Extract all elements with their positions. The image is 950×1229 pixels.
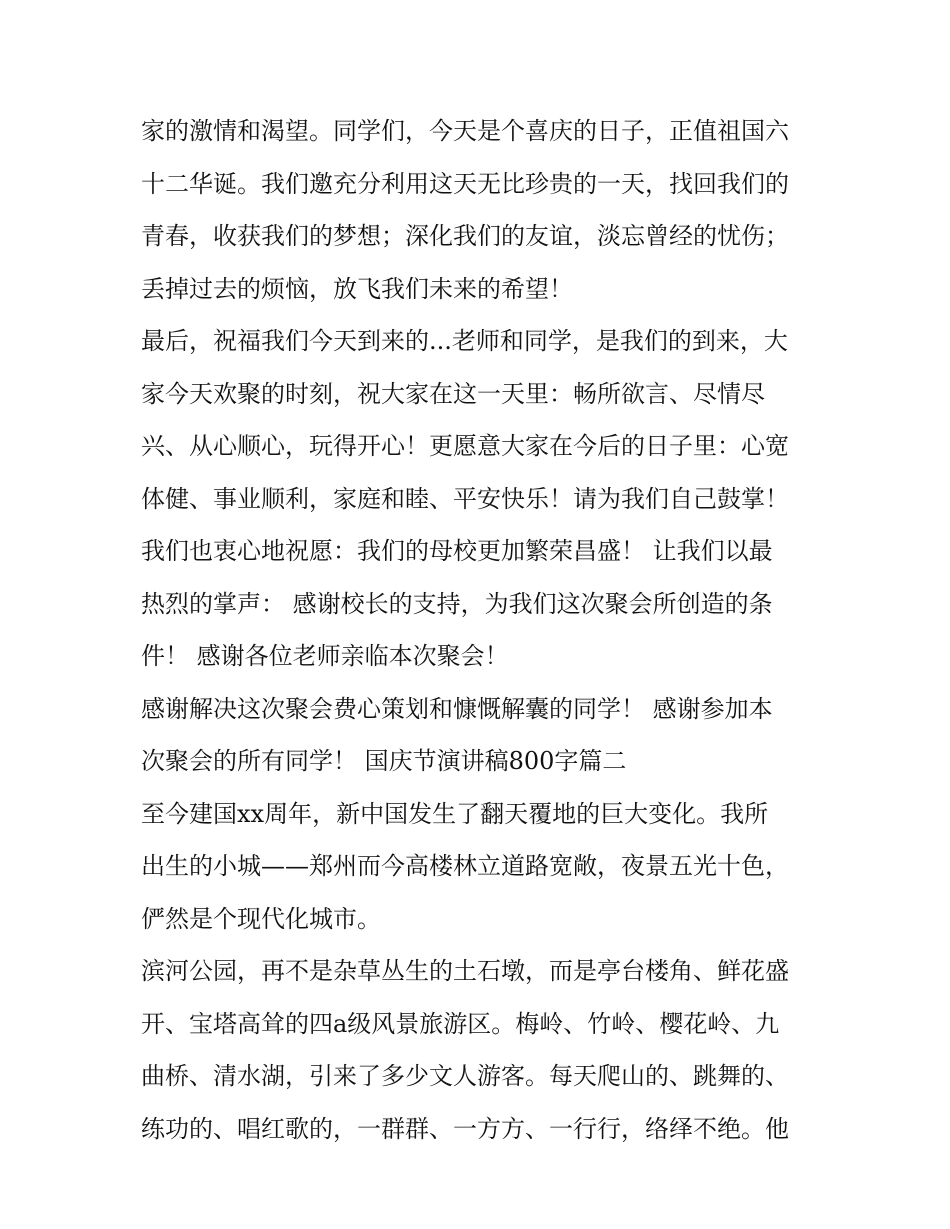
body-text	[141, 105, 831, 1155]
text-line: 家的激情和渴望。同学们，今天是个喜庆的日子，正值祖国六	[141, 117, 789, 145]
text-line: 青春，收获我们的梦想；深化我们的友谊，淡忘曾经的忧伤；	[141, 222, 789, 250]
text-line: 件！ 感谢各位老师亲临本次聚会！	[141, 642, 509, 670]
text-line: 感谢解决这次聚会费心策划和慷慨解囊的同学！ 感谢参加本	[141, 694, 773, 723]
text-line: 体健、事业顺利，家庭和睦、平安快乐！请为我们自己鼓掌！	[141, 484, 789, 513]
text-line: 家今天欢聚的时刻，祝大家在这一天里：畅所欲言、尽情尽	[141, 379, 765, 408]
text-line: 练功的、唱红歌的，一群群、一方方、一行行，络绎不绝。他	[141, 1114, 789, 1143]
text-line: 热烈的掌声： 感谢校长的支持，为我们这次聚会所创造的条	[141, 589, 773, 618]
text-line: 出生的小城——郑州而今高楼林立道路宽敞，夜景五光十色，	[141, 852, 789, 880]
text-line: 我们也衷心地祝愿：我们的母校更加繁荣昌盛！ 让我们以最	[141, 537, 773, 565]
text-line: 丢掉过去的烦恼，放飞我们未来的希望！	[141, 274, 573, 303]
text-line: 次聚会的所有同学！ 国庆节演讲稿800字篇二	[141, 747, 627, 775]
text-line: 至今建国xx周年，新中国发生了翻天覆地的巨大变化。我所	[141, 799, 769, 828]
text-line: 兴、从心顺心，玩得开心！更愿意大家在今后的日子里：心宽	[141, 432, 789, 460]
text-line: 最后，祝福我们今天到来的...老师和同学，是我们的到来，大	[141, 327, 788, 355]
text-line: 开、宝塔高耸的四a级风景旅游区。梅岭、竹岭、樱花岭、九	[141, 1009, 780, 1038]
text-line: 曲桥、清水湖，引来了多少文人游客。每天爬山的、跳舞的、	[141, 1062, 789, 1090]
text-line: 俨然是个现代化城市。	[141, 904, 381, 933]
text-line: 十二华诞。我们邀充分利用这天无比珍贵的一天，找回我们的	[141, 169, 789, 198]
text-line: 滨河公园，再不是杂草丛生的土石墩，而是亭台楼角、鲜花盛	[141, 957, 789, 985]
